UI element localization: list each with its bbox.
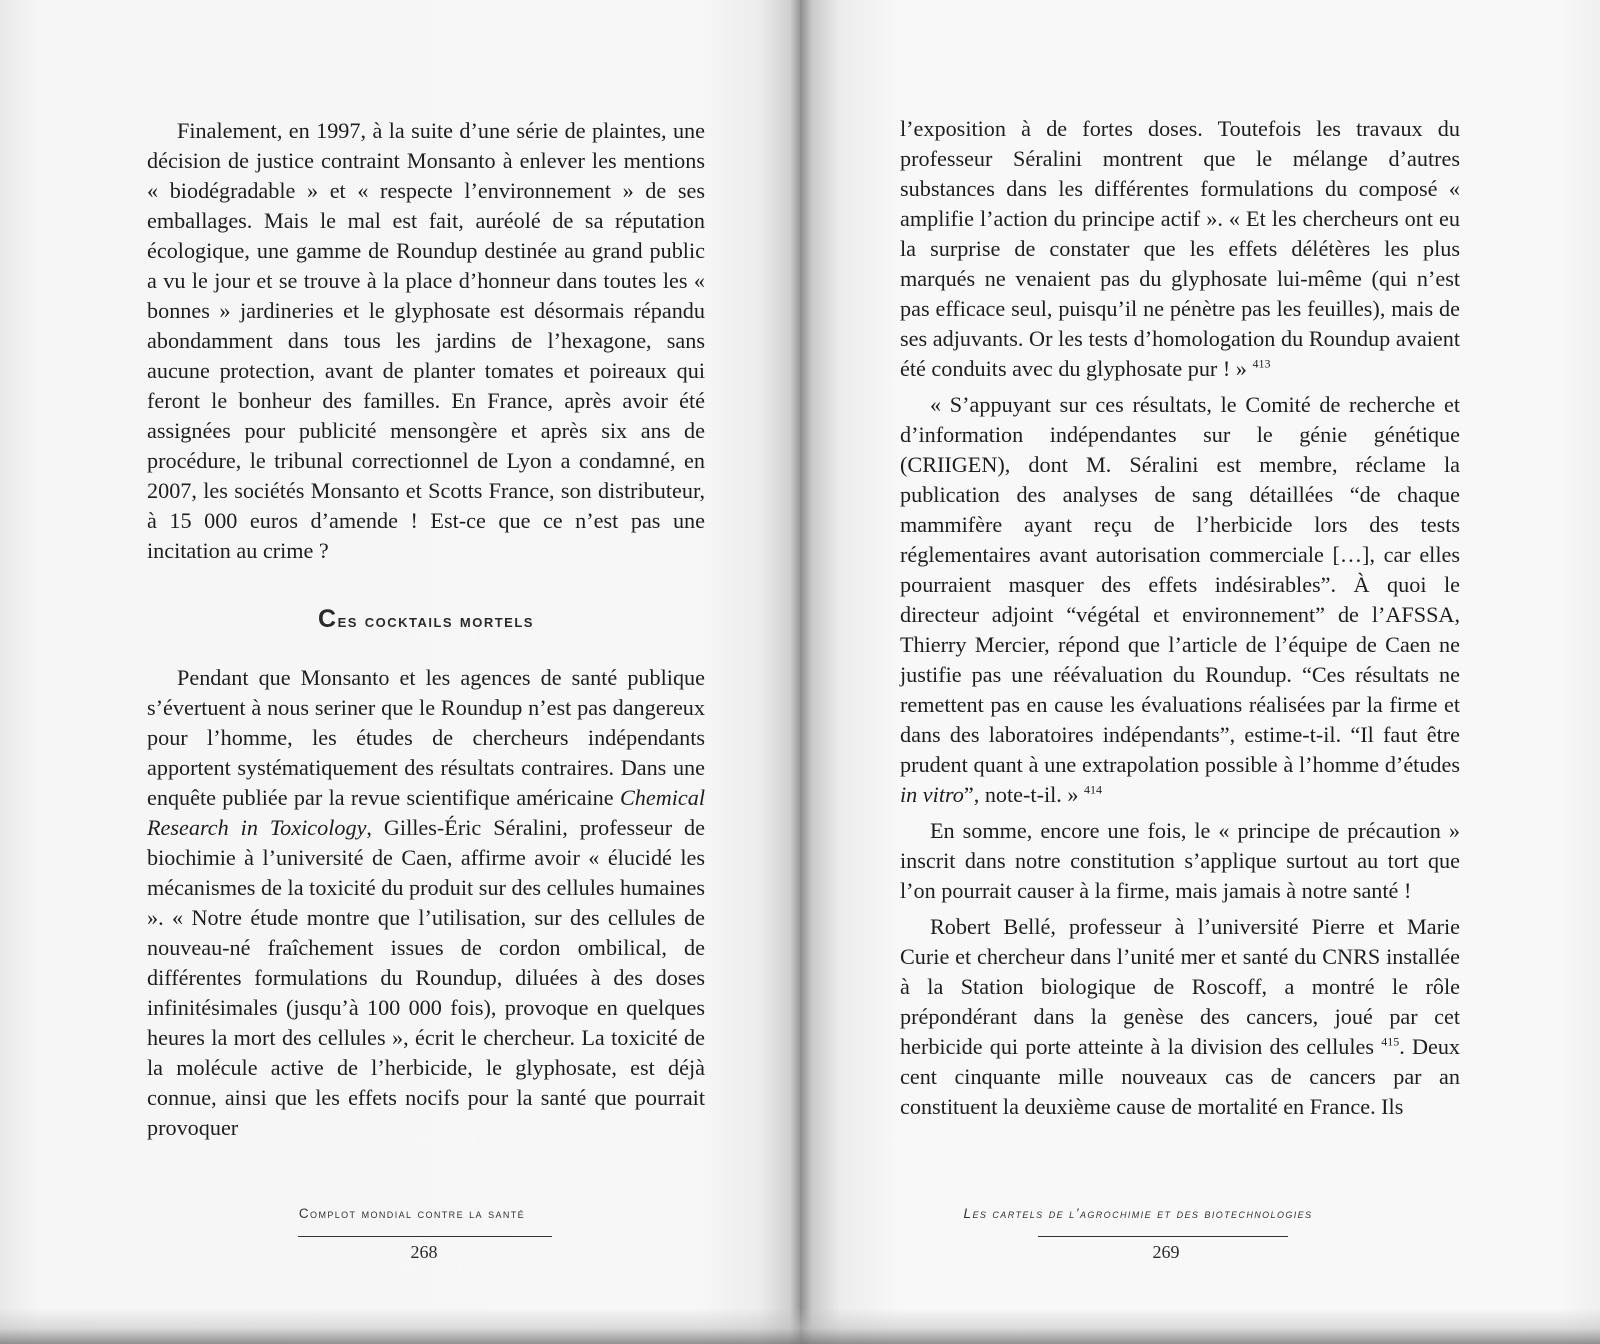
left-footer-rule [298, 1236, 552, 1237]
left-running-footer: Complot mondial contre la santé [298, 1206, 526, 1221]
paragraph-criigen-text-1: « S’appuyant sur ces résultats, le Comité de recherche et d’information indépendantes sur le génie génétique (CRIIGEN), dont M. Séralini est membre, réclame la publication des analyses de sang détaillées “de chaque mammifère ayant reçu de l’herbicide lors des tests réglementaires avant autorisation commerciale […], car elles pourraient masquer des effets indésirables”. À quoi le directeur adjoint “végétal et environnement” de l’AFSSA, Thierry Mercier, répond que l’article de l’équipe de Caen ne justifie pas une réévaluation du Roundup. “Ces résultats ne remettent pas en cause les évaluations réalisées par la firme et dans des laboratoires indépendants”, estime-t-il. “Il faut être prudent quant à une extrapolation possible à l’homme d’études [900, 392, 1460, 777]
paragraph-exposition [900, 114, 1460, 384]
footnote-ref-413: 413 [1252, 356, 1271, 371]
paragraph-pendant-text-2: , Gilles-Éric Séralini, professeur de biochimie à l’université de Caen, affirme avoir « élucidé les mécanismes de la toxicité du produit sur des cellules humaines ». « Notre étude montre que l’utilisation, sur des cellules de nouveau-né fraîchement issues de cordon ombilical, de différentes formulations du Roundup, diluées à des doses infinitésimales (jusqu’à 100 000 fois), provoque en quelques heures la mort des cellules », écrit le chercheur. La toxicité de la molécule active de l’herbicide, le glyphosate, est déjà connue, ainsi que les effets nocifs pour la santé que pourrait provoquer [147, 815, 705, 1140]
footnote-ref-415: 415 [1381, 1034, 1400, 1049]
in-vitro-italic: in vitro [900, 782, 964, 807]
right-text-block [900, 114, 1460, 1122]
right-footer-rule [1038, 1236, 1288, 1237]
paragraph-exposition-text: l’exposition à de fortes doses. Toutefois les travaux du professeur Séralini montrent que le mélange d’autres substances dans les différentes formulations du composé « amplifie l’action du principe actif ». « Et les chercheurs ont eu la surprise de constater que les effets délétères les plus marqués ne venaient pas du glyphosate lui-même (qui n’est pas efficace seul, puisqu’il ne pénètre pas les feuilles), mais de ses adjuvants. Or les tests d’homologation du Roundup avaient été conduits avec du glyphosate pur ! » [900, 116, 1460, 381]
paragraph-pendant-text-1: Pendant que Monsanto et les agences de santé publique s’évertuent à nous seriner que le Roundup n’est pas dangereux pour l’homme, les études de chercheurs indépendants apportent systématiquement des résultats contraires. Dans une enquête publiée par la revue scientifique américaine [147, 665, 705, 810]
scan-bottom-shadow [0, 1308, 1600, 1344]
paragraph-pendant [147, 663, 705, 1143]
section-title-initial: C [318, 605, 338, 633]
left-text-block [147, 116, 705, 1143]
right-running-footer: Les cartels de l’agrochimie et des biotechnologies [963, 1206, 1313, 1221]
left-page-number: 268 [410, 1242, 438, 1262]
paragraph-belle-text-2: . Deux cent cinquante mille nouveaux cas de cancers par an constituent la deuxième cause de mortalité en France. Ils [900, 1034, 1461, 1119]
footnote-ref-414: 414 [1084, 782, 1103, 797]
right-page-number: 269 [1152, 1242, 1180, 1262]
paragraph-criigen [900, 390, 1460, 810]
paragraph-finalement: Finalement, en 1997, à la suite d’une série de plaintes, une décision de justice contraint Monsanto à enlever les mentions « biodégradable » et « respecte l’environnement » de ses emballages. Mais le mal est fait, auréolé de sa réputation écologique, une gamme de Roundup destinée au grand public a vu le jour et se trouve à la place d’honneur dans toutes les « bonnes » jardineries et le glyphosate est désormais répandu abondamment dans tous les jardins de l’hexagone, sans aucune protection, avant de planter tomates et poireaux qui feront le bonheur des familles. En France, après avoir été assignées pour publicité mensongère et après six ans de procédure, le tribunal correctionnel de Lyon a condamné, en 2007, les sociétés Monsanto et Scotts France, son distributeur, à 15 000 euros d’amende ! Est-ce que ce n’est pas une incitation au crime ? [147, 118, 705, 563]
paragraph-belle-text-1: Robert Bellé, professeur à l’université Pierre et Marie Curie et chercheur dans l’unité mer et santé du CNRS installée à la Station biologique de Roscoff, a montré le rôle prépondérant dans la genèse des cancers, joué par cet herbicide qui porte atteinte à la division des cellules [900, 914, 1460, 1059]
right-page [800, 0, 1600, 1344]
paragraph-en-somme: En somme, encore une fois, le « principe de précaution » inscrit dans notre constitution s’applique surtout au tort que l’on pourrait causer à la firme, mais jamais à notre santé ! [900, 818, 1460, 903]
paragraph-criigen-text-2: ”, note-t-il. » [963, 782, 1079, 807]
section-title-rest: es cocktails mortels [337, 611, 534, 632]
paragraph-robert-belle [900, 912, 1460, 1122]
journal-title: Chemical Research in Toxicology [147, 785, 705, 840]
section-title [147, 604, 705, 637]
